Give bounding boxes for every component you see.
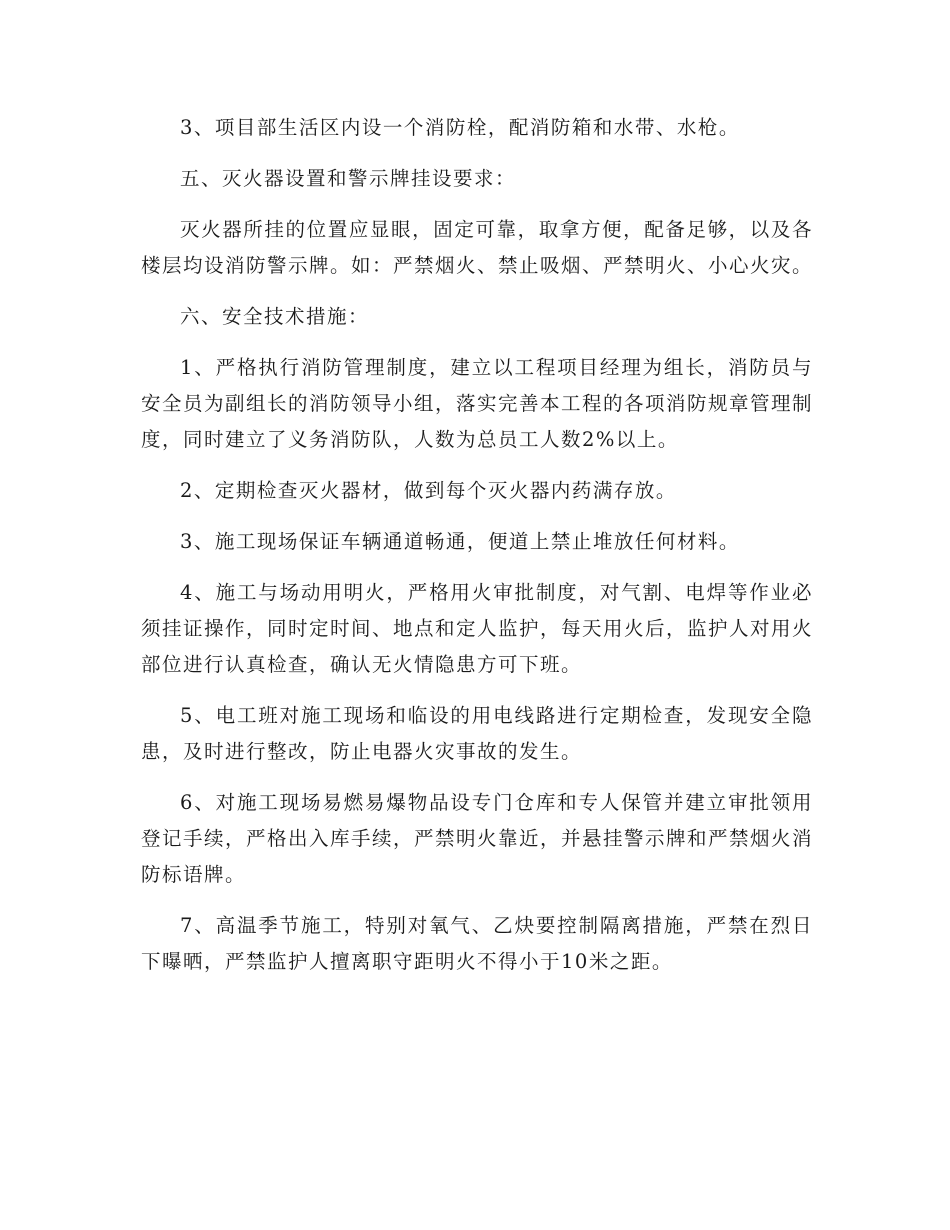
heading-extinguisher-requirements: 五、灭火器设置和警示牌挂设要求： bbox=[180, 167, 517, 190]
paragraph-measure-1: 1、严格执行消防管理制度，建立以工程项目经理为组长，消防员与安全员为副组长的消防领导小组，落实完善本工程的各项消防规章管理制度，同时建立了义务消防队，人数为总员工人数2%以上。 bbox=[141, 356, 814, 451]
heading-safety-measures: 六、安全技术措施： bbox=[180, 305, 370, 328]
paragraph-measure-4: 4、施工与场动用明火，严格用火审批制度，对气割、电焊等作业必须挂证操作，同时定时间、地点和定人监护，每天用火后，监护人对用火部位进行认真检查，确认无火情隐患方可下班。 bbox=[141, 581, 814, 676]
paragraph-extinguisher-placement: 灭火器所挂的位置应显眼，固定可靠，取拿方便，配备足够，以及各楼层均设消防警示牌。如：严禁烟火、禁止吸烟、严禁明火、小心火灾。 bbox=[141, 218, 814, 277]
paragraph-measure-3: 3、施工现场保证车辆通道畅通，便道上禁止堆放任何材料。 bbox=[180, 530, 740, 553]
document-body bbox=[141, 110, 813, 995]
paragraph-measure-7: 7、高温季节施工，特别对氧气、乙炔要控制隔离措施，严禁在烈日下曝晒，严禁监护人擅离职守距明火不得小于10米之距。 bbox=[141, 914, 813, 973]
paragraph-measure-2: 2、定期检查灭火器材，做到每个灭火器内药满存放。 bbox=[180, 479, 677, 502]
paragraph-measure-5: 5、电工班对施工现场和临设的用电线路进行定期检查，发现安全隐患，及时进行整改，防止电器火灾事故的发生。 bbox=[141, 704, 813, 763]
paragraph-fire-hydrant: 3、项目部生活区内设一个消防栓，配消防箱和水带、水枪。 bbox=[180, 116, 740, 139]
paragraph-measure-6: 6、对施工现场易燃易爆物品设专门仓库和专人保管并建立审批领用登记手续，严格出入库手续，严禁明火靠近，并悬挂警示牌和严禁烟火消防标语牌。 bbox=[141, 791, 814, 886]
